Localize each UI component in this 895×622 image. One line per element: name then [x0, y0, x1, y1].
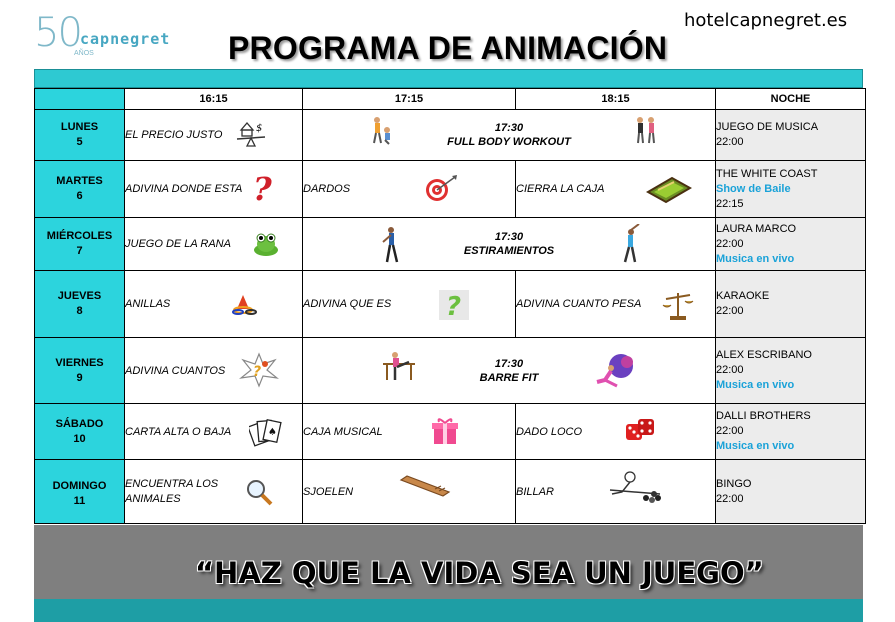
- day-number: 10: [73, 432, 86, 445]
- activity-span-cell: [303, 338, 716, 404]
- question-mark-icon: [251, 172, 277, 206]
- sjoelen-board-icon: [399, 474, 451, 500]
- table-row: [35, 460, 866, 524]
- activity-time: 17:30: [494, 357, 524, 370]
- activity-title: ESTIRAMIENTOS: [463, 245, 555, 257]
- activity-cell: [516, 271, 716, 338]
- activity-span-cell: [303, 218, 716, 271]
- night-time: 22:00: [716, 305, 744, 317]
- barre-figure-icon: [593, 352, 635, 390]
- question-icon: [439, 290, 469, 320]
- night-time: 22:00: [716, 492, 744, 505]
- activity-title: FULL BODY WORKOUT: [447, 136, 571, 148]
- day-name: SÁBADO: [55, 417, 104, 430]
- activity-label: ADIVINA CUANTO PESA: [516, 298, 642, 310]
- day-name: MARTES: [56, 175, 103, 187]
- magnifier-icon: [245, 478, 273, 506]
- activity-label: ANIMALES: [125, 492, 181, 505]
- col-header: 18:15: [516, 89, 716, 110]
- activity-label: SJOELEN: [303, 485, 354, 498]
- activity-label: CAJA MUSICAL: [303, 425, 383, 438]
- svg-text:?: ?: [253, 364, 262, 380]
- day-cell: [35, 460, 125, 524]
- activity-cell: [125, 218, 303, 271]
- activity-cell: [303, 161, 516, 218]
- day-cell: [35, 161, 125, 218]
- dice-icon: [624, 416, 656, 446]
- activity-label: ADIVINA DONDE ESTA: [125, 183, 243, 195]
- svg-text:?: ?: [253, 172, 272, 206]
- activity-cell: [516, 404, 716, 460]
- stretching-figure-icon: [619, 224, 641, 264]
- frog-icon: [251, 230, 281, 258]
- table-row: [35, 218, 866, 271]
- day-number: 7: [76, 245, 83, 257]
- night-cell: [716, 404, 866, 460]
- activity-label: ADIVINA QUE ES: [303, 298, 392, 310]
- day-cell: [35, 404, 125, 460]
- activity-label: JUEGO DE LA RANA: [125, 238, 231, 250]
- table-top-bar: [34, 69, 863, 88]
- playing-cards-icon: [249, 416, 283, 448]
- footer-bar: [34, 599, 863, 622]
- activity-label: CIERRA LA CAJA: [516, 183, 605, 195]
- table-row: [35, 338, 866, 404]
- night-show: Musica en vivo: [716, 440, 795, 452]
- activity-cell: [125, 161, 303, 218]
- night-show: Musica en vivo: [716, 252, 795, 265]
- ring-toss-icon: [231, 293, 259, 315]
- night-cell: [716, 218, 866, 271]
- day-cell: [35, 218, 125, 271]
- activity-label: ENCUENTRA LOS: [125, 477, 219, 490]
- activity-label: EL PRECIO JUSTO: [125, 129, 223, 141]
- night-act: JUEGO DE MUSICA: [716, 121, 819, 133]
- night-show: Musica en vivo: [716, 379, 795, 391]
- activity-cell: [125, 338, 303, 404]
- scale-price-icon: [233, 120, 269, 148]
- night-cell: [716, 460, 866, 524]
- svg-text:$: $: [256, 123, 263, 134]
- day-name: JUEVES: [57, 290, 102, 302]
- guess-burst-icon: [239, 352, 279, 388]
- night-time: 22:15: [716, 197, 744, 210]
- day-name: DOMINGO: [52, 479, 107, 492]
- workout-figure-icon: [371, 116, 393, 146]
- day-number: 6: [76, 190, 83, 202]
- activity-cell: [125, 460, 303, 524]
- schedule-table: [34, 88, 866, 524]
- billiards-icon: [608, 470, 666, 506]
- logo-sub: AÑOS: [74, 50, 94, 57]
- night-act: KARAOKE: [716, 290, 770, 302]
- activity-title: BARRE FIT: [479, 371, 539, 384]
- activity-cell: [516, 460, 716, 524]
- night-cell: [716, 110, 866, 161]
- night-time: 22:00: [716, 237, 744, 250]
- night-time: 22:00: [716, 136, 744, 148]
- activity-cell: [125, 404, 303, 460]
- activity-time: 17:30: [494, 122, 524, 134]
- day-number: 8: [76, 305, 83, 317]
- balance-scale-icon: [662, 289, 694, 321]
- day-name: VIERNES: [55, 356, 104, 369]
- night-act: ALEX ESCRIBANO: [716, 349, 812, 361]
- activity-cell: [125, 110, 303, 161]
- logo-name: capnegret: [80, 30, 171, 48]
- day-name: MIÉRCOLES: [46, 230, 113, 242]
- night-show: Show de Baile: [716, 182, 791, 195]
- shut-the-box-icon: [644, 174, 692, 206]
- day-cell: [35, 271, 125, 338]
- activity-cell: [303, 460, 516, 524]
- day-number: 5: [76, 136, 83, 148]
- night-act: BINGO: [716, 477, 752, 490]
- col-header: 16:15: [125, 89, 303, 110]
- night-act: THE WHITE COAST: [716, 167, 818, 180]
- col-header: NOCHE: [716, 89, 866, 110]
- activity-cell: [303, 404, 516, 460]
- activity-label: DARDOS: [303, 183, 351, 195]
- activity-span-cell: [303, 110, 716, 161]
- corner-cell: [35, 89, 125, 110]
- svg-text:?: ?: [446, 292, 462, 320]
- night-cell: [716, 161, 866, 218]
- workout-figure-icon: [633, 116, 659, 146]
- activity-label: ADIVINA CUANTOS: [125, 364, 226, 377]
- night-act: DALLI BROTHERS: [716, 410, 811, 422]
- header-row: [35, 89, 866, 110]
- table-row: [35, 271, 866, 338]
- day-number: 9: [76, 371, 83, 384]
- table-row: [35, 404, 866, 460]
- barre-figure-icon: [381, 350, 417, 382]
- slogan-text: “HAZ QUE LA VIDA SEA UN JUEGO”: [195, 556, 764, 590]
- table-row: [35, 110, 866, 161]
- day-number: 11: [73, 494, 86, 507]
- col-header: 17:15: [303, 89, 516, 110]
- activity-label: CARTA ALTA O BAJA: [125, 425, 232, 438]
- activity-label: DADO LOCO: [516, 425, 583, 438]
- stretching-figure-icon: [381, 226, 403, 266]
- activity-label: BILLAR: [516, 485, 554, 498]
- night-time: 22:00: [716, 364, 744, 376]
- hotel-logo: [34, 10, 184, 60]
- activity-label: ANILLAS: [125, 298, 171, 310]
- night-cell: [716, 338, 866, 404]
- activity-cell: [516, 161, 716, 218]
- night-cell: [716, 271, 866, 338]
- gift-box-icon: [431, 416, 459, 446]
- night-act: LAURA MARCO: [716, 222, 797, 235]
- activity-cell: [303, 271, 516, 338]
- table-row: [35, 161, 866, 218]
- svg-text:♠: ♠: [268, 427, 277, 438]
- website-url: hotelcapnegret.es: [684, 10, 848, 31]
- night-time: 22:00: [716, 425, 744, 437]
- day-cell: [35, 110, 125, 161]
- page-title: PROGRAMA DE ANIMACIÓN: [228, 30, 668, 66]
- dartboard-icon: [421, 173, 459, 203]
- day-cell: [35, 338, 125, 404]
- activity-time: 17:30: [494, 231, 524, 243]
- logo-number: 50: [34, 10, 81, 56]
- activity-cell: [125, 271, 303, 338]
- day-name: LUNES: [60, 121, 99, 133]
